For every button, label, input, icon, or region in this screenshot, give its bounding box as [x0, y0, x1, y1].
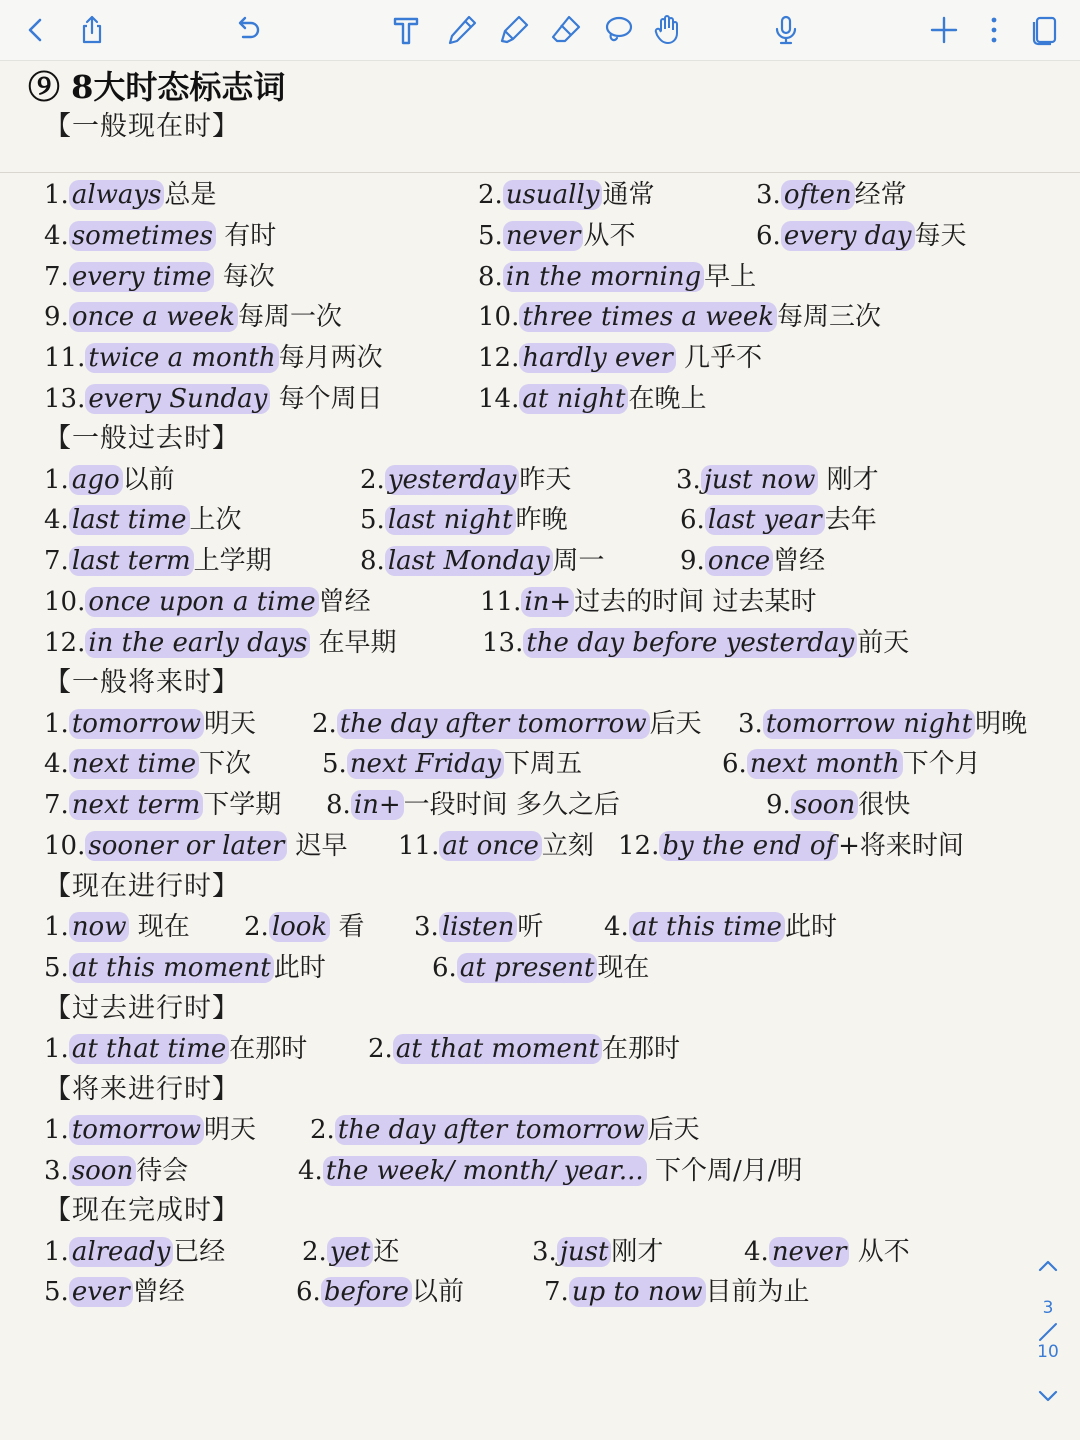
current-page-number: 3: [1042, 1298, 1054, 1318]
keyword-highlight: tomorrow night: [763, 709, 975, 739]
chinese-meaning: 通常: [602, 180, 655, 210]
keyword-highlight: ever: [69, 1277, 133, 1307]
keyword-highlight: just: [557, 1237, 612, 1267]
chinese-meaning: 下周五: [503, 749, 582, 779]
pen-tool-button[interactable]: [440, 8, 484, 52]
item-number: 4.: [298, 1156, 323, 1186]
list-item: [310, 1111, 700, 1149]
list-item: [302, 1233, 399, 1271]
keyword-highlight: at once: [439, 831, 542, 861]
chinese-meaning: 以前: [411, 1277, 464, 1307]
item-number: 2.: [368, 1034, 393, 1064]
list-item: [756, 176, 907, 214]
list-row: [44, 745, 1064, 783]
list-item: [44, 583, 371, 621]
section-heading-simple-present: 【一般现在时】: [44, 111, 240, 142]
page-indicator: [1028, 1248, 1068, 1408]
list-item: [360, 461, 571, 499]
list-item: [680, 542, 825, 580]
item-number: 2.: [478, 180, 503, 210]
item-number: 5.: [44, 953, 69, 983]
text-tool-button[interactable]: [384, 8, 428, 52]
item-number: 3.: [414, 912, 439, 942]
keyword-highlight: tomorrow: [69, 709, 204, 739]
chinese-meaning: 下学期: [203, 790, 282, 820]
list-item: [478, 176, 654, 214]
item-number: 6.: [432, 953, 457, 983]
list-row: [44, 908, 1064, 946]
list-item: [322, 745, 582, 783]
chinese-meaning: 在早期: [310, 628, 397, 658]
chinese-meaning: 每天: [914, 221, 967, 251]
chinese-meaning: 上次: [189, 505, 242, 535]
keyword-highlight: the day before yesterday: [523, 628, 857, 658]
text-tool-icon: [389, 13, 423, 47]
chinese-meaning: 去年: [824, 505, 877, 535]
section-heading-simple-future: 【一般将来时】: [44, 667, 240, 698]
chinese-meaning: 每周三次: [776, 302, 881, 332]
keyword-highlight: always: [69, 180, 165, 210]
item-number: 5.: [44, 1277, 69, 1307]
item-number: 8.: [326, 790, 351, 820]
keyword-highlight: at that time: [69, 1034, 229, 1064]
keyword-highlight: last night: [385, 505, 516, 535]
keyword-highlight: look: [269, 912, 330, 942]
item-number: 3.: [532, 1237, 557, 1267]
item-number: 5.: [360, 505, 385, 535]
list-item: [44, 745, 251, 783]
undo-button[interactable]: [226, 8, 270, 52]
eraser-tool-button[interactable]: [544, 8, 588, 52]
list-row: [44, 705, 1064, 743]
share-icon: [75, 13, 109, 47]
chinese-meaning: 看: [330, 912, 365, 942]
section-heading-present-continuous: 【现在进行时】: [44, 871, 240, 902]
keyword-highlight: in+: [521, 587, 574, 617]
list-item: [478, 258, 756, 296]
item-number: 14.: [478, 384, 520, 414]
keyword-highlight: last year: [705, 505, 825, 535]
chinese-meaning: 曾经: [318, 587, 371, 617]
list-row: [44, 624, 1064, 662]
keyword-highlight: the day after tomorrow: [335, 1115, 648, 1145]
section-heading-present-perfect: 【现在完成时】: [44, 1195, 240, 1226]
chinese-meaning: 每周一次: [237, 302, 342, 332]
back-button[interactable]: [14, 8, 58, 52]
list-item: [44, 176, 216, 214]
more-icon: [977, 13, 1011, 47]
chinese-meaning: 立刻: [541, 831, 594, 861]
hand-tool-button[interactable]: [646, 8, 690, 52]
hand-icon: [651, 13, 685, 47]
list-item: [44, 1273, 185, 1311]
list-item: [478, 298, 881, 336]
list-item: [44, 827, 348, 865]
keyword-highlight: before: [321, 1277, 412, 1307]
item-number: 8.: [478, 262, 503, 292]
keyword-highlight: every day: [781, 221, 915, 251]
item-number: 1.: [44, 709, 69, 739]
keyword-highlight: at night: [519, 384, 628, 414]
add-icon: [927, 13, 961, 47]
section-heading-simple-past: 【一般过去时】: [44, 423, 240, 454]
keyword-highlight: in the early days: [85, 628, 310, 658]
item-number: 1.: [44, 180, 69, 210]
item-number: 1.: [44, 465, 69, 495]
list-item: [478, 339, 762, 377]
highlighter-tool-button[interactable]: [492, 8, 536, 52]
list-item: [544, 1273, 810, 1311]
highlighter-icon: [497, 13, 531, 47]
list-row: [44, 217, 1064, 255]
eraser-icon: [549, 13, 583, 47]
list-row: [44, 380, 1064, 418]
keyword-highlight: ago: [69, 465, 123, 495]
chinese-meaning: 周一: [552, 546, 605, 576]
chinese-meaning: 每个周日: [270, 384, 383, 414]
list-item: [482, 624, 909, 662]
item-number: 10.: [44, 587, 86, 617]
keyword-highlight: the week/ month/ year...: [323, 1156, 647, 1186]
item-number: 1.: [44, 912, 69, 942]
item-number: 11.: [44, 343, 86, 373]
list-item: [766, 786, 910, 824]
microphone-icon: [769, 13, 803, 47]
total-page-number: 10: [1037, 1342, 1059, 1362]
chinese-meaning: 后天: [647, 1115, 700, 1145]
list-item: [478, 217, 635, 255]
keyword-highlight: yet: [327, 1237, 374, 1267]
keyword-highlight: at present: [457, 953, 598, 983]
lasso-icon: [601, 13, 635, 47]
keyword-highlight: last Monday: [385, 546, 553, 576]
item-number: 3.: [756, 180, 781, 210]
keyword-highlight: sometimes: [69, 221, 216, 251]
list-row: [44, 501, 1064, 539]
keyword-highlight: sooner or later: [85, 831, 287, 861]
list-item: [44, 380, 383, 418]
list-row: [44, 258, 1064, 296]
chinese-meaning: 还: [373, 1237, 400, 1267]
keyword-highlight: usually: [503, 180, 603, 210]
item-number: 12.: [44, 628, 86, 658]
list-item: [44, 217, 276, 255]
list-item: [398, 827, 594, 865]
keyword-highlight: by the end of: [659, 831, 838, 861]
keyword-highlight: every time: [69, 262, 215, 292]
chinese-meaning: 上学期: [193, 546, 272, 576]
chinese-meaning: 已经: [173, 1237, 226, 1267]
keyword-highlight: next month: [747, 749, 903, 779]
chinese-meaning: +将来时间: [838, 831, 964, 861]
item-number: 1.: [44, 1115, 69, 1145]
chinese-meaning: 明天: [204, 1115, 257, 1145]
chevron-down-icon[interactable]: [1034, 1386, 1062, 1406]
item-number: 6.: [722, 749, 747, 779]
list-item: [480, 583, 816, 621]
list-item: [478, 380, 707, 418]
pages-icon: [1027, 13, 1061, 47]
item-number: 1.: [44, 1237, 69, 1267]
list-row: [44, 1233, 1064, 1271]
chinese-meaning: 听: [517, 912, 544, 942]
list-row: [44, 1111, 1064, 1149]
chinese-meaning: 在那时: [601, 1034, 680, 1064]
list-row: [44, 583, 1064, 621]
item-number: 12.: [618, 831, 660, 861]
chinese-meaning: 下次: [199, 749, 252, 779]
keyword-highlight: every Sunday: [85, 384, 270, 414]
pages-button[interactable]: [1022, 8, 1066, 52]
item-number: 7.: [44, 790, 69, 820]
section-heading-past-continuous: 【过去进行时】: [44, 993, 240, 1024]
chinese-meaning: 在那时: [229, 1034, 308, 1064]
item-number: 3.: [676, 465, 701, 495]
chinese-meaning: 曾经: [773, 546, 826, 576]
keyword-highlight: never: [769, 1237, 850, 1267]
chinese-meaning: 昨天: [519, 465, 572, 495]
item-number: 12.: [478, 343, 520, 373]
item-number: 11.: [480, 587, 522, 617]
add-page-button[interactable]: [922, 8, 966, 52]
list-item: [312, 705, 702, 743]
item-number: 2.: [302, 1237, 327, 1267]
list-row: [44, 786, 1064, 824]
item-number: 2.: [244, 912, 269, 942]
chinese-meaning: 过去的时间 过去某时: [574, 587, 817, 617]
item-number: 3.: [738, 709, 763, 739]
chinese-meaning: 此时: [784, 912, 837, 942]
chinese-meaning: 一段时间 多久之后: [403, 790, 620, 820]
list-item: [360, 501, 568, 539]
list-row: [44, 949, 1064, 987]
chinese-meaning: 以前: [122, 465, 175, 495]
keyword-highlight: soon: [69, 1156, 136, 1186]
list-item: [722, 745, 981, 783]
chinese-meaning: 迟早: [287, 831, 348, 861]
item-number: 4.: [44, 221, 69, 251]
list-item: [326, 786, 620, 824]
chinese-meaning: 昨晚: [515, 505, 568, 535]
page-separator: [1036, 1322, 1060, 1342]
chinese-meaning: 明天: [204, 709, 257, 739]
list-item: [676, 461, 879, 499]
microphone-button[interactable]: [764, 8, 808, 52]
chinese-meaning: 每次: [214, 262, 275, 292]
keyword-highlight: soon: [791, 790, 858, 820]
item-number: 6.: [680, 505, 705, 535]
keyword-highlight: at that moment: [393, 1034, 602, 1064]
chevron-up-icon[interactable]: [1034, 1256, 1062, 1276]
chinese-meaning: 从不: [583, 221, 636, 251]
item-number: 7.: [544, 1277, 569, 1307]
keyword-highlight: just now: [701, 465, 819, 495]
list-item: [44, 624, 397, 662]
keyword-highlight: never: [503, 221, 584, 251]
list-item: [368, 1030, 680, 1068]
chinese-meaning: 总是: [164, 180, 217, 210]
list-item: [44, 705, 256, 743]
keyword-highlight: next Friday: [347, 749, 504, 779]
list-item: [604, 908, 837, 946]
item-number: 7.: [44, 546, 69, 576]
item-number: 5.: [322, 749, 347, 779]
chinese-meaning: 下个月: [902, 749, 981, 779]
item-number: 13.: [44, 384, 86, 414]
list-item: [244, 908, 364, 946]
list-row: [44, 1273, 1064, 1311]
keyword-highlight: hardly ever: [519, 343, 675, 373]
list-row: [44, 1152, 1064, 1190]
keyword-highlight: often: [781, 180, 855, 210]
list-row: [44, 827, 1064, 865]
keyword-highlight: once upon a time: [85, 587, 318, 617]
chinese-meaning: 目前为止: [705, 1277, 810, 1307]
item-number: 9.: [766, 790, 791, 820]
list-row: [44, 298, 1064, 336]
list-row: [44, 176, 1064, 214]
chinese-meaning: 很快: [858, 790, 911, 820]
chinese-meaning: 每月两次: [278, 343, 383, 373]
item-number: 9.: [680, 546, 705, 576]
list-item: [44, 461, 175, 499]
item-number: 6.: [296, 1277, 321, 1307]
list-item: [414, 908, 543, 946]
item-number: 7.: [44, 262, 69, 292]
list-item: [44, 542, 272, 580]
chinese-meaning: 刚才: [611, 1237, 664, 1267]
list-item: [44, 501, 242, 539]
list-item: [680, 501, 877, 539]
list-item: [44, 1030, 307, 1068]
item-number: 9.: [44, 302, 69, 332]
list-item: [756, 217, 967, 255]
keyword-highlight: in the morning: [503, 262, 704, 292]
list-item: [44, 1152, 188, 1190]
list-item: [44, 258, 275, 296]
chinese-meaning: 待会: [136, 1156, 189, 1186]
item-number: 10.: [478, 302, 520, 332]
list-row: [44, 1030, 1064, 1068]
chinese-meaning: 刚才: [818, 465, 879, 495]
list-item: [532, 1233, 663, 1271]
item-number: 8.: [360, 546, 385, 576]
chinese-meaning: 现在: [597, 953, 650, 983]
item-number: 4.: [604, 912, 629, 942]
section-heading-future-continuous: 【将来进行时】: [44, 1074, 240, 1105]
list-item: [44, 1111, 256, 1149]
chinese-meaning: 此时: [273, 953, 326, 983]
list-item: [44, 908, 190, 946]
keyword-highlight: up to now: [569, 1277, 706, 1307]
item-number: 5.: [478, 221, 503, 251]
item-number: 2.: [310, 1115, 335, 1145]
keyword-highlight: at this time: [629, 912, 785, 942]
toolbar: [0, 0, 1080, 61]
keyword-highlight: now: [69, 912, 130, 942]
list-item: [618, 827, 964, 865]
keyword-highlight: already: [69, 1237, 173, 1267]
list-row: [44, 339, 1064, 377]
chinese-meaning: 明晚: [975, 709, 1028, 739]
keyword-highlight: yesterday: [385, 465, 520, 495]
list-item: [744, 1233, 910, 1271]
chinese-meaning: 几乎不: [675, 343, 763, 373]
chinese-meaning: 现在: [129, 912, 190, 942]
item-number: 3.: [44, 1156, 69, 1186]
item-number: 4.: [44, 505, 69, 535]
keyword-highlight: next time: [69, 749, 199, 779]
item-number: 1.: [44, 1034, 69, 1064]
chinese-meaning: 经常: [854, 180, 907, 210]
item-number: 13.: [482, 628, 524, 658]
title-divider: [0, 172, 1080, 173]
item-number: 4.: [744, 1237, 769, 1267]
list-item: [44, 298, 342, 336]
more-button[interactable]: [972, 8, 1016, 52]
keyword-highlight: once a week: [69, 302, 238, 332]
chinese-meaning: 在晚上: [628, 384, 707, 414]
undo-icon: [231, 13, 265, 47]
keyword-highlight: once: [705, 546, 773, 576]
chinese-meaning: 后天: [649, 709, 702, 739]
item-number: 6.: [756, 221, 781, 251]
keyword-highlight: next term: [69, 790, 203, 820]
chinese-meaning: 有时: [216, 221, 277, 251]
list-item: [360, 542, 605, 580]
list-row: [44, 542, 1064, 580]
list-row: [44, 461, 1064, 499]
list-item: [738, 705, 1027, 743]
item-number: 2.: [360, 465, 385, 495]
list-item: [44, 786, 281, 824]
chinese-meaning: 曾经: [132, 1277, 185, 1307]
item-number: 4.: [44, 749, 69, 779]
keyword-highlight: listen: [439, 912, 518, 942]
item-number: 10.: [44, 831, 86, 861]
chinese-meaning: 从不: [849, 1237, 910, 1267]
keyword-highlight: three times a week: [519, 302, 777, 332]
keyword-highlight: twice a month: [85, 343, 278, 373]
keyword-highlight: last term: [69, 546, 194, 576]
chinese-meaning: 下个周/月/明: [646, 1156, 803, 1186]
item-number: 2.: [312, 709, 337, 739]
chinese-meaning: 前天: [857, 628, 910, 658]
list-item: [44, 949, 326, 987]
share-button[interactable]: [70, 8, 114, 52]
list-item: [44, 339, 383, 377]
keyword-highlight: the day after tomorrow: [337, 709, 650, 739]
keyword-highlight: tomorrow: [69, 1115, 204, 1145]
list-item: [298, 1152, 802, 1190]
list-item: [432, 949, 649, 987]
chevron-left-icon: [19, 13, 53, 47]
list-item: [44, 1233, 225, 1271]
keyword-highlight: at this moment: [69, 953, 274, 983]
pen-icon: [445, 13, 479, 47]
keyword-highlight: last time: [69, 505, 190, 535]
chinese-meaning: 早上: [704, 262, 757, 292]
list-item: [296, 1273, 464, 1311]
keyword-highlight: in+: [351, 790, 404, 820]
item-number: 11.: [398, 831, 440, 861]
page-title: ⑨ 8大时态标志词: [28, 68, 286, 106]
lasso-tool-button[interactable]: [596, 8, 640, 52]
